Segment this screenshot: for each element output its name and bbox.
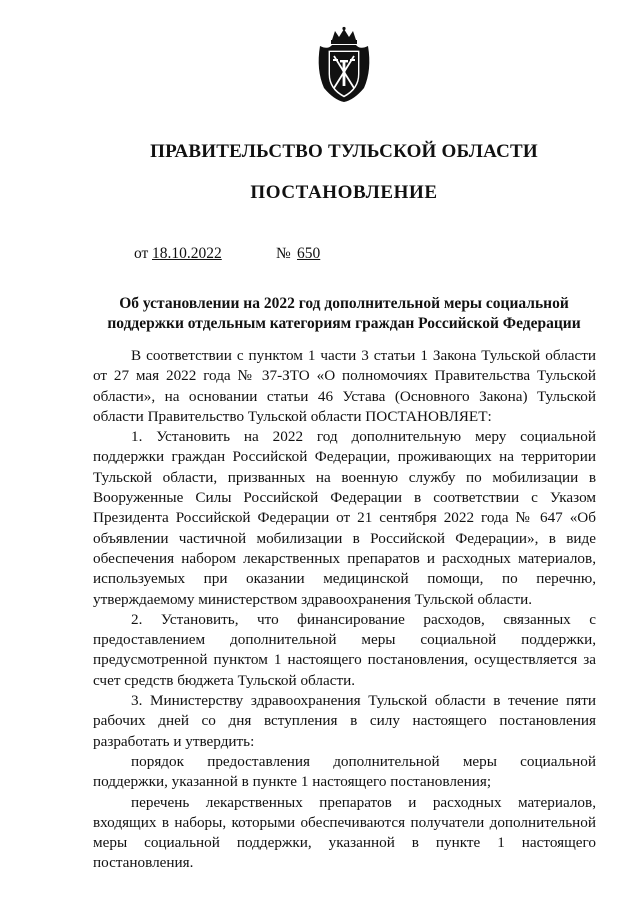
clause-paragraph: 1. Установить на 2022 год дополнительную меру социальной поддержки граждан Российской Федерации, проживающих на территории Тульской области, призванных на военную службу по мобилизации в Вооруженные Силы Российской Федерации в соответствии с Указом Президента Российской Федерации от 21 сентября 2022 года № 647 «Об объявлении частичной мобилизации в Российской Федерации», в виде обеспечения набором лекарственных препаратов и расходных материалов, используемых при оказании медицинской помощи, по перечню, утверждаемому министерством здравоохранения Тульской области. xyxy=(93,428,596,608)
preamble-paragraph: В соответствии с пунктом 1 части 3 статьи 1 Закона Тульской области от 27 мая 2022 года № 37-ЗТО «О полномочиях Правительства Тульской области», на основании статьи 46 Устава (Основного Закона) Тульской области Правительство Тульской области ПОСТАНОВЛЯЕТ: xyxy=(93,347,596,425)
document-body xyxy=(93,346,596,874)
government-title: ПРАВИТЕЛЬСТВО ТУЛЬСКОЙ ОБЛАСТИ xyxy=(150,141,538,162)
document-type: ПОСТАНОВЛЕНИЕ xyxy=(250,182,438,203)
subject-line: поддержки отдельным категориям граждан Российской Федерации xyxy=(107,315,581,332)
clause-paragraph: 3. Министерству здравоохранения Тульской области в течение пяти рабочих дней со дня вступления в силу настоящего постановления разработать и утвердить: xyxy=(93,692,596,750)
date-prefix: от xyxy=(134,245,149,262)
clause-paragraph: 2. Установить, что финансирование расходов, связанных с предоставлением дополнительной меры социальной поддержки, предусмотренной пунктом 1 настоящего постановления, осуществляется за счет средств бюджета Тульской области. xyxy=(93,610,596,689)
subject-line: Об установлении на 2022 год дополнительной меры социальной xyxy=(119,295,569,312)
document-date: 18.10.2022 xyxy=(152,245,222,262)
document-subject xyxy=(92,294,596,334)
subclause-paragraph: перечень лекарственных препаратов и расходных материалов, входящих в наборы, которыми обеспечиваются получатели дополнительной меры социальной поддержки, указанной в пункте 1 настоящего постановления. xyxy=(93,793,596,872)
subclause-paragraph: порядок предоставления дополнительной меры социальной поддержки, указанной в пункте 1 настоящего постановления; xyxy=(93,752,596,791)
document-number: 650 xyxy=(297,245,321,262)
coat-of-arms-icon xyxy=(314,26,374,106)
number-sign: № xyxy=(276,245,291,262)
